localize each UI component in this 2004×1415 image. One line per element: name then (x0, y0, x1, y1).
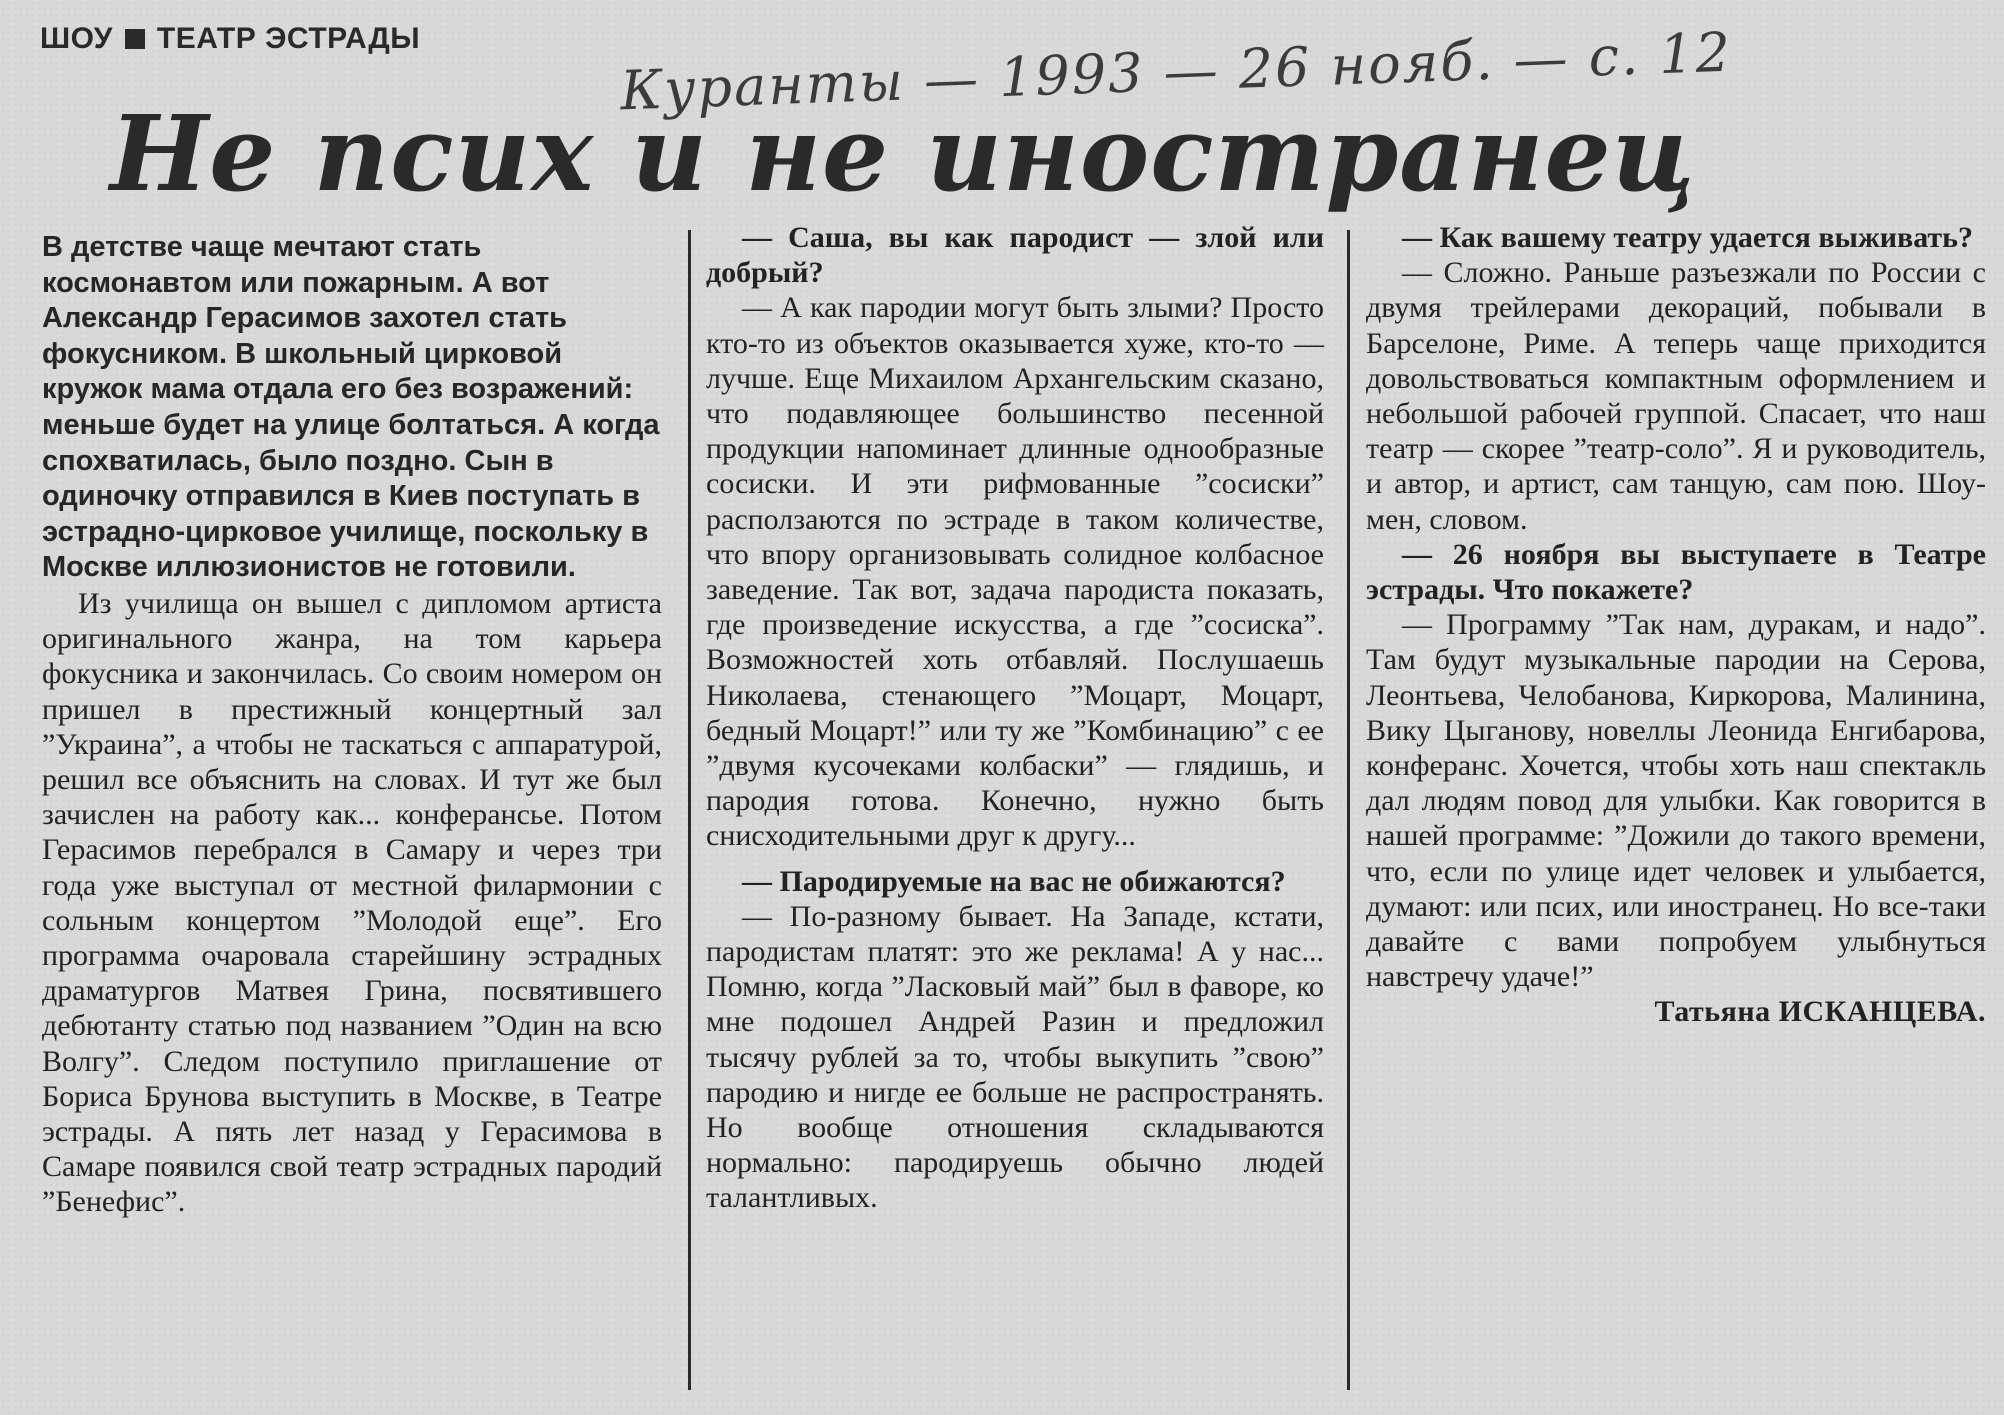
interview-answer: — Программу ”Так нам, дуракам, и надо”. Там будут музыкальные пародии на Серова, Леонтьева, Челобанова, Киркорова, Малинина, Вику Цыганову, новеллы Леонида Енгибарова, конферанс. Хочется, чтобы хоть наш спектакль дал людям повод для улыбки. Как говорится в нашей программе: ”Дожили до такого времени, что, если по улице идет человек и улыбается, думают: или псих, или иностранец. Но все-таки давайте с вами попробуем улыбнуться навстречу удаче!” (1366, 608, 1986, 994)
interview-question: — Саша, вы как пародист — злой или добрый? (706, 221, 1324, 290)
column-divider (688, 230, 691, 1390)
interview-question: — 26 ноября вы выступаете в Театре эстрады. Что покажете? (1366, 537, 1986, 607)
column-divider (1347, 230, 1350, 1390)
interview-answer: — По-разному бывает. На Западе, кстати, пародистам платят: это же реклама! А у нас... Помню, когда ”Ласковый май” был в фаворе, ко мне подошел Андрей Разин и предложил тысячу рублей за то, чтобы выкупить ”свою” пародию и нигде ее больше не распространять. Но вообще отношения складываются нормально: пародируешь обычно людей талантливых. (706, 899, 1324, 1215)
interview-question: — Пародируемые на вас не обижаются? (742, 864, 1286, 898)
column-1 (42, 230, 662, 1220)
body-paragraph: Из училища он вышел с дипломом артиста оригинального жанра, на том карьера фокусника и закончилась. Со своим номером он пришел в престижный концертный зал ”Украина”, а чтобы не таскаться с аппаратурой, решил все объяснить на словах. И тут же был зачислен на работу как... конферансье. Потом Герасимов перебрался в Самару и через три года уже выступал от местной филармонии с сольным концертом ”Молодой еще”. Его программа очаровала старейшину эстрадных драматургов Матвея Грина, посвятившего дебютанту статью под названием ”Один на всю Волгу”. Следом поступило приглашение от Бориса Брунова выступить в Москве, в Театре эстрады. А пять лет назад у Герасимова в Самаре появился свой театр эстрадных пародий ”Бенефис”. (42, 586, 662, 1219)
handwritten-note: Куранты — 1993 — 26 нояб. — с. 12 (619, 20, 1733, 123)
square-bullet-icon (125, 29, 145, 49)
interview-answer: — А как пародии могут быть злыми? Просто кто-то из объектов оказывается хуже, кто-то — лучше. Еще Михаилом Архангельским сказано, что подавляющее большинство песенной продукции напоминает длинные однообразные сосиски. И эти рифмованные ”сосиски” расползаются по эстраде в таком количестве, что впору организовывать солидное колбасное заведение. Так вот, задача пародиста показать, где произведение искусства, а где ”сосиска”. Возможностей хоть отбавляй. Послушаешь Николаева, стенающего ”Моцарт, Моцарт, бедный Моцарт!” или ту же ”Комбинацию” с ее ”двумя кусочеками колбаски” — глядишь, и пародия готова. Конечно, нужно быть снисходительными друг к другу... (706, 291, 1324, 853)
rubric-topic: ТЕАТР ЭСТРАДЫ (156, 22, 421, 55)
lead-paragraph: В детстве чаще мечтают стать космонавтом или пожарным. А вот Александр Герасимов захотел стать фокусником. В школьный цирковой кружок мама отдала его без возражений: меньше будет на улице болтаться. А когда спохватилась, было поздно. Сын в одиночку отправился в Киев поступать в эстрадно-цирковое училище, поскольку в Москве иллюзионистов не готовили. (42, 231, 660, 584)
column-2 (706, 220, 1324, 1216)
byline: Татьяна ИСКАНЦЕВА. (1654, 995, 1986, 1029)
rubric (40, 22, 420, 56)
column-3 (1366, 220, 1986, 1030)
rubric-section: ШОУ (40, 22, 113, 55)
interview-answer: — Сложно. Раньше разъезжали по России с двумя трейлерами декораций, побывали в Барселоне, Риме. А теперь чаще приходится довольствоваться компактным оформлением и небольшой рабочей группой. Спасает, что наш театр — скорее ”театр-соло”. Я и руководитель, и автор, и артист, сам танцую, сам пою. Шоу-мен, словом. (1366, 256, 1986, 536)
headline: Не псих и не иностранец (110, 92, 1697, 215)
interview-question: — Как вашему театру удается выживать? (1402, 221, 1974, 254)
